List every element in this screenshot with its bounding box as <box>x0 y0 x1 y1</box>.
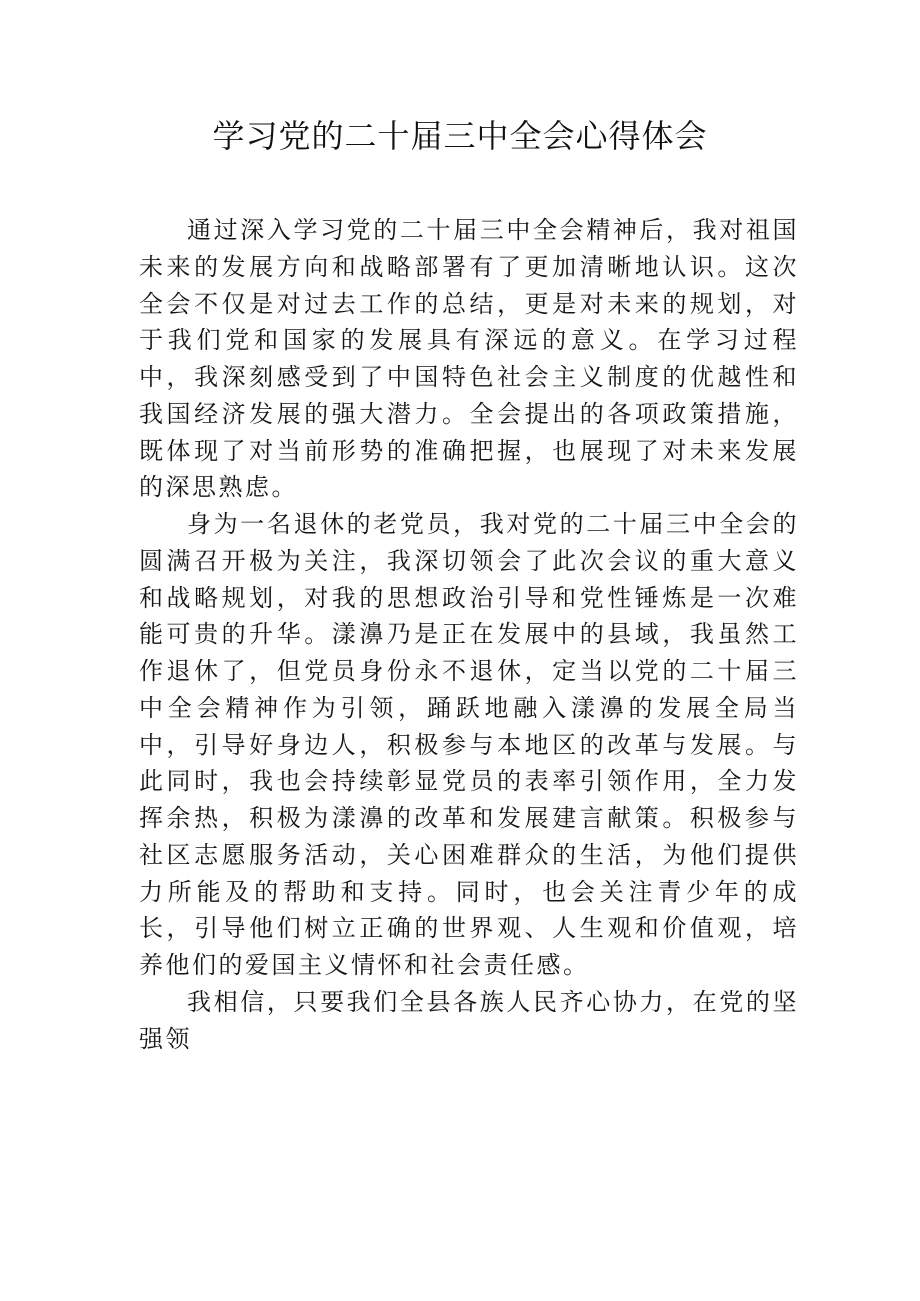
document-title: 学习党的二十届三中全会心得体会 <box>212 117 708 155</box>
paragraph-1: 通过深入学习党的二十届三中全会精神后，我对祖国未来的发展方向和战略部署有了更加清晰地认识。这次全会不仅是对过去工作的总结，更是对未来的规划，对于我们党和国家的发展具有深远的意义。在学习过程中，我深刻感受到了中国特色社会主义制度的优越性和我国经济发展的强大潜力。全会提出的各项政策措施，既体现了对当前形势的准确把握，也展现了对未来发展的深思熟虑。 <box>139 216 799 502</box>
paragraph-2: 身为一名退休的老党员，我对党的二十届三中全会的圆满召开极为关注，我深切领会了此次会议的重大意义和战略规划，对我的思想政治引导和党性锤炼是一次难能可贵的升华。漾濞乃是正在发展中的县域，我虽然工作退休了，但党员身份永不退休，定当以党的二十届三中全会精神作为引领，踊跃地融入漾濞的发展全局当中，引导好身边人，积极参与本地区的改革与发展。与此同时，我也会持续彰显党员的表率引领作用，全力发挥余热，积极为漾濞的改革和发展建言献策。积极参与社区志愿服务活动，关心困难群众的生活，为他们提供力所能及的帮助和支持。同时，也会关注青少年的成长，引导他们树立正确的世界观、人生观和价值观，培养他们的爱国主义情怀和社会责任感。 <box>139 510 799 979</box>
document-body <box>139 212 799 1057</box>
paragraph-3: 我相信，只要我们全县各族人民齐心协力，在党的坚强领 <box>139 987 799 1053</box>
